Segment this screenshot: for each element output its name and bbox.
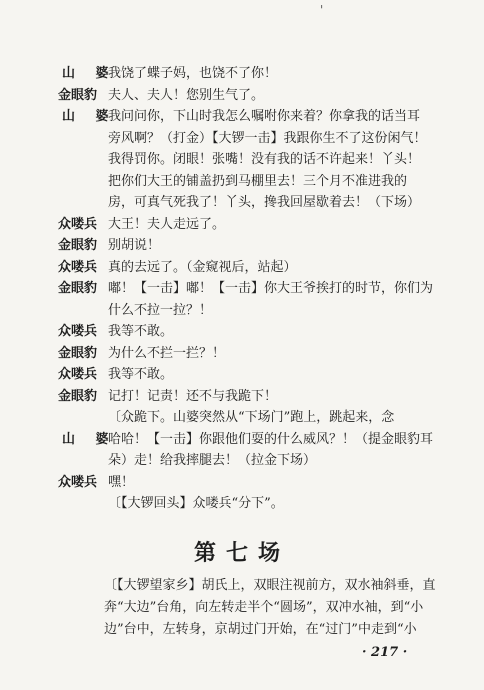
- dialogue-text: 哈哈！【一击】你跟他们耍的什么威风？！（提金眼豹耳: [108, 431, 434, 447]
- dialogue-line: [0, 322, 484, 342]
- speaker-name: 众喽兵: [58, 259, 98, 275]
- dialogue-line: [0, 64, 484, 84]
- dialogue-line: [0, 387, 484, 407]
- speaker-name: 金眼豹: [58, 87, 98, 103]
- dialogue-text: 别胡说！: [108, 238, 161, 253]
- speaker-name: 众喽兵: [58, 216, 98, 232]
- dialogue-text: 夫人、夫人！您别生气了。: [108, 87, 265, 103]
- dialogue-line: [0, 129, 484, 149]
- speaker-name: 山 婆: [62, 431, 117, 447]
- speaker-name: 众喽兵: [58, 367, 98, 382]
- speaker-name: 金眼豹: [58, 388, 98, 404]
- dialogue-text: 我得罚你。闭眼！张嘴！没有我的话不许起来！丫头！: [108, 152, 421, 167]
- dialogue-line: [0, 86, 484, 106]
- dialogue-line: [0, 150, 484, 170]
- dialogue-line: [0, 215, 484, 235]
- dialogue-text: 〔【大锣回头】众喽兵“分下”。: [108, 496, 284, 511]
- dialogue-text: 大王！夫人走远了。: [108, 216, 226, 232]
- dialogue-text: 嘿！: [108, 474, 135, 490]
- dialogue-text: 记打！记责！还不与我跪下！: [108, 388, 278, 404]
- dialogue-text: 朵）走！给我摔腿去！（拉金下场）: [108, 453, 317, 468]
- dialogue-text: 我问问你，下山时我怎么嘱咐你来着？你拿我的话当耳: [108, 109, 421, 124]
- dialogue-line: [0, 430, 484, 450]
- dialogue-line: [0, 301, 484, 321]
- speaker-name: 山 婆: [62, 109, 117, 124]
- margin-mark: ': [320, 3, 324, 17]
- page-number: · 217 ·: [362, 645, 408, 660]
- dialogue-line: [0, 172, 484, 192]
- dialogue-text: 房，可真气死我了！丫头，搀我回屋歇着去！（下场）: [108, 195, 421, 210]
- speaker-name: 山 婆: [62, 66, 117, 81]
- dialogue-text: 什么不拉一拉？！: [108, 302, 213, 318]
- dialogue-line: [0, 473, 484, 493]
- dialogue-line: [0, 344, 484, 364]
- dialogue-line: [0, 193, 484, 213]
- dialogue-text: 真的去远了。（金窥视后，站起）: [108, 259, 297, 275]
- dialogue-line: [0, 279, 484, 299]
- dialogue-text: 旁风啊？（打金）【大锣一击】我跟你生不了这份闲气！: [108, 130, 427, 146]
- dialogue-text: 嘟！【一击】嘟！【一击】你大王爷挨打的时节，你们为: [108, 281, 434, 296]
- scene-title: 第七场: [193, 541, 290, 566]
- dialogue-text: 我等不敢。: [108, 324, 174, 339]
- speaker-name: 金眼豹: [58, 238, 98, 253]
- dialogue-line: [0, 236, 484, 256]
- dialogue-line: [0, 365, 484, 385]
- speaker-name: 众喽兵: [58, 324, 98, 339]
- dialogue-text: 把你们大王的铺盖扔到马棚里去！三个月不准进我的: [108, 173, 408, 189]
- dialogue-line: [0, 494, 484, 514]
- prose-line: 边”台中，左转身，京胡过门开始，在“过门”中走到“小: [104, 622, 417, 637]
- dialogue-line: [0, 451, 484, 471]
- prose-line: 奔“大边”台角，向左转走半个“圆场”，双冲水袖，到“小: [104, 600, 424, 615]
- speaker-name: 金眼豹: [58, 281, 98, 296]
- dialogue-text: 为什么不拦一拦？！: [108, 345, 226, 361]
- dialogue-text: 〔众跪下。山婆突然从“下场门”跑上，跳起来，念: [108, 410, 395, 425]
- dialogue-text: 我饶了蝶子妈，也饶不了你！: [108, 66, 278, 81]
- dialogue-text: 我等不敢。: [108, 367, 174, 382]
- speaker-name: 金眼豹: [58, 345, 98, 361]
- speaker-name: 众喽兵: [58, 474, 98, 490]
- dialogue-line: [0, 408, 484, 428]
- dialogue-line: [0, 107, 484, 127]
- prose-line: 〔【大锣望家乡】胡氏上，双眼注视前方，双水袖斜垂，直: [104, 578, 436, 593]
- dialogue-line: [0, 258, 484, 278]
